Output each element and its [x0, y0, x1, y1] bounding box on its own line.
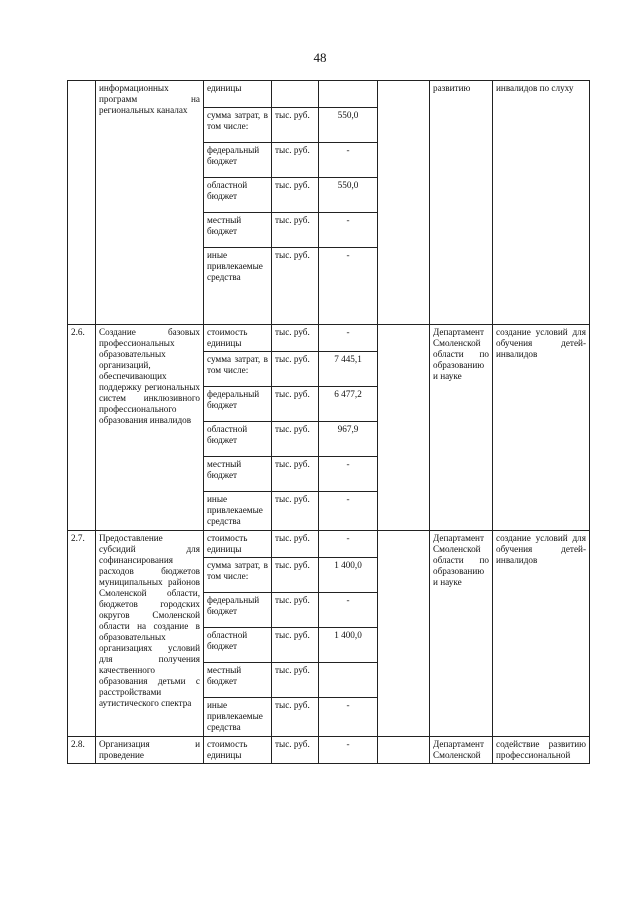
table-body	[68, 81, 590, 764]
value-cell: -	[319, 593, 378, 628]
empty-cell	[378, 737, 430, 764]
unit-cell: тыс. руб.	[272, 248, 319, 325]
empty-cell	[378, 531, 430, 737]
empty-cell	[378, 81, 430, 325]
unit-cell: тыс. руб.	[272, 593, 319, 628]
unit-cell: тыс. руб.	[272, 143, 319, 178]
indicator-label: сумма затрат, в том числе:	[204, 108, 272, 143]
indicator-label: федеральный бюджет	[204, 143, 272, 178]
empty-cell	[378, 325, 430, 531]
result-cell: содействие развитию профессиональной	[493, 737, 590, 764]
unit-cell: тыс. руб.	[272, 325, 319, 352]
unit-cell: тыс. руб.	[272, 558, 319, 593]
item-name: Организация и проведение	[96, 737, 204, 764]
indicator-label: стоимость единицы	[204, 325, 272, 352]
indicator-label: иные привлекаемые средства	[204, 492, 272, 531]
item-name: информационных программ на региональных каналах	[96, 81, 204, 325]
unit-cell: тыс. руб.	[272, 663, 319, 698]
value-cell	[319, 81, 378, 108]
unit-cell: тыс. руб.	[272, 737, 319, 764]
indicator-label: областной бюджет	[204, 628, 272, 663]
page-number: 48	[313, 50, 327, 65]
indicator-label: федеральный бюджет	[204, 593, 272, 628]
indicator-label: стоимость единицы	[204, 737, 272, 764]
unit-cell	[272, 81, 319, 108]
item-number	[68, 81, 96, 325]
indicator-label: иные привлекаемые средства	[204, 698, 272, 737]
program-table	[67, 80, 590, 764]
item-number: 2.8.	[68, 737, 96, 764]
item-name: Создание базовых профессиональных образовательных организаций, обеспечивающих поддержку региональных систем инклюзивного профессионального образования инвалидов	[96, 325, 204, 531]
unit-cell: тыс. руб.	[272, 352, 319, 387]
executor-cell: Департамент Смоленской	[430, 737, 493, 764]
value-cell: -	[319, 457, 378, 492]
unit-cell: тыс. руб.	[272, 531, 319, 558]
value-cell: -	[319, 325, 378, 352]
value-cell	[319, 663, 378, 698]
result-cell: создание условий для обучения детей-инвалидов	[493, 531, 590, 737]
unit-cell: тыс. руб.	[272, 628, 319, 663]
indicator-label: стоимость единицы	[204, 531, 272, 558]
item-number: 2.7.	[68, 531, 96, 737]
value-cell: 550,0	[319, 108, 378, 143]
executor-cell: Департамент Смоленской области по образованию и науке	[430, 531, 493, 737]
value-cell: -	[319, 737, 378, 764]
unit-cell: тыс. руб.	[272, 698, 319, 737]
value-cell: -	[319, 248, 378, 325]
value-cell: 1 400,0	[319, 628, 378, 663]
executor-cell: Департамент Смоленской области по образованию и науке	[430, 325, 493, 531]
value-cell: 967,9	[319, 422, 378, 457]
value-cell: -	[319, 531, 378, 558]
table-row	[68, 325, 590, 352]
indicator-label: федеральный бюджет	[204, 387, 272, 422]
item-number: 2.6.	[68, 325, 96, 531]
indicator-label: иные привлекаемые средства	[204, 248, 272, 325]
unit-cell: тыс. руб.	[272, 213, 319, 248]
indicator-label: местный бюджет	[204, 213, 272, 248]
unit-cell: тыс. руб.	[272, 387, 319, 422]
indicator-label: местный бюджет	[204, 457, 272, 492]
value-cell: 1 400,0	[319, 558, 378, 593]
unit-cell: тыс. руб.	[272, 178, 319, 213]
table-row	[68, 737, 590, 764]
value-cell: -	[319, 213, 378, 248]
unit-cell: тыс. руб.	[272, 422, 319, 457]
value-cell: -	[319, 698, 378, 737]
indicator-label: сумма затрат, в том числе:	[204, 352, 272, 387]
indicator-label: местный бюджет	[204, 663, 272, 698]
item-name: Предоставление субсидий для софинансирования расходов бюджетов муниципальных районов Смоленской области, бюджетов городских округов Смоленской области на создание в образовательных организациях условий для получения качественного образования детьми с расстройствами аутистического спектра	[96, 531, 204, 737]
result-cell: создание условий для обучения детей-инвалидов	[493, 325, 590, 531]
unit-cell: тыс. руб.	[272, 492, 319, 531]
table-row	[68, 81, 590, 108]
table-row	[68, 531, 590, 558]
unit-cell: тыс. руб.	[272, 108, 319, 143]
value-cell: 550,0	[319, 178, 378, 213]
indicator-label: областной бюджет	[204, 422, 272, 457]
result-cell: инвалидов по слуху	[493, 81, 590, 325]
indicator-label: единицы	[204, 81, 272, 108]
unit-cell: тыс. руб.	[272, 457, 319, 492]
executor-cell: развитию	[430, 81, 493, 325]
value-cell: 7 445,1	[319, 352, 378, 387]
value-cell: -	[319, 143, 378, 178]
indicator-label: сумма затрат, в том числе:	[204, 558, 272, 593]
indicator-label: областной бюджет	[204, 178, 272, 213]
value-cell: -	[319, 492, 378, 531]
value-cell: 6 477,2	[319, 387, 378, 422]
